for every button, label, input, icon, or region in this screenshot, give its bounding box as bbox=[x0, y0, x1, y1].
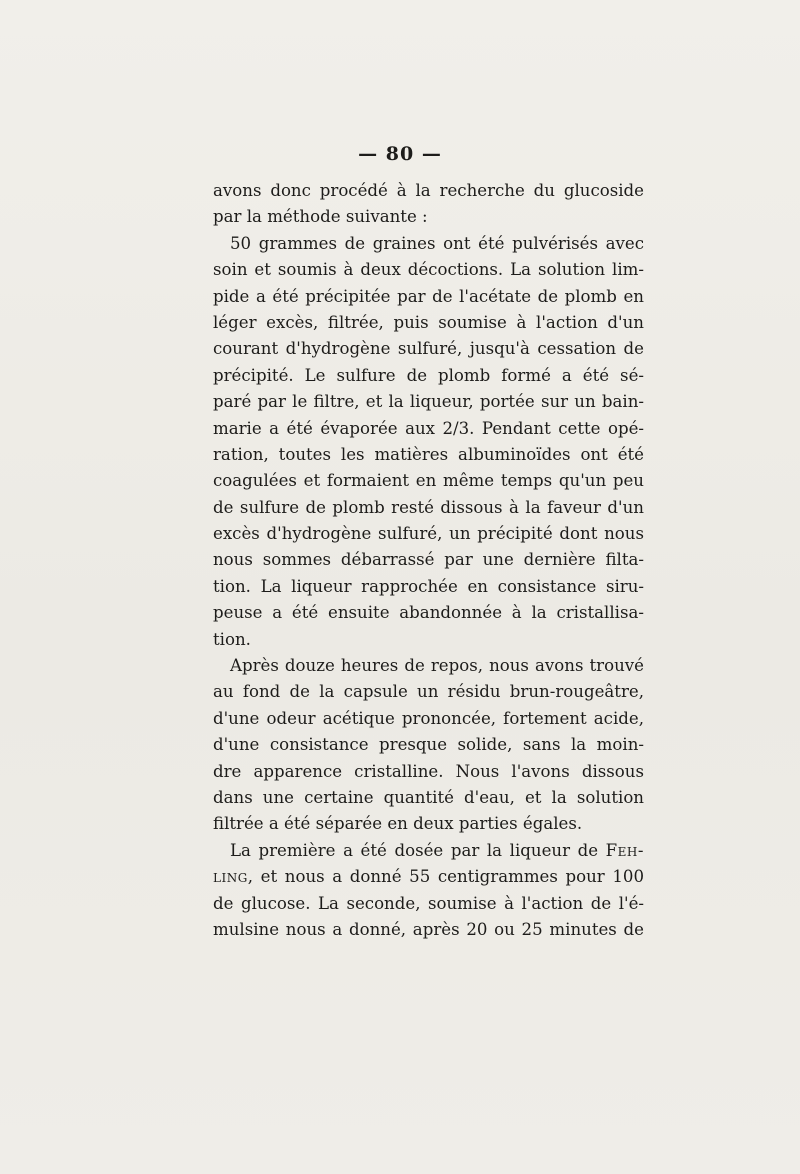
text-line: soin et soumis à deux décoctions. La solution lim- bbox=[213, 260, 644, 280]
text-segment: , et nous a donné 55 centigrammes pour 100 bbox=[247, 867, 644, 887]
body-text bbox=[213, 178, 644, 943]
text-line: léger excès, filtrée, puis soumise à l'action d'un bbox=[213, 312, 644, 332]
text-line: coagulées et formaient en même temps qu'un peu bbox=[213, 471, 644, 491]
text-line: avons donc procédé à la recherche du glucoside bbox=[213, 181, 644, 200]
text-line: de sulfure de plomb resté dissous à la faveur d'un bbox=[213, 497, 644, 517]
text-line: tion. bbox=[213, 629, 251, 649]
text-line: d'une odeur acétique prononcée, fortement acide, bbox=[213, 708, 644, 728]
paragraph-start-line: Après douze heures de repos, nous avons trouvé bbox=[230, 656, 644, 676]
text-line: précipité. Le sulfure de plomb formé a été sé- bbox=[213, 365, 644, 385]
text-line: mulsine nous a donné, après 20 ou 25 minutes de bbox=[213, 919, 644, 939]
name-fehling-part1: Feh- bbox=[605, 840, 644, 860]
text-line: de glucose. La seconde, soumise à l'action de l'é- bbox=[213, 893, 644, 913]
text-line: courant d'hydrogène sulfuré, jusqu'à cessation de bbox=[213, 339, 644, 359]
text-segment: La première a été dosée par la liqueur de bbox=[230, 840, 599, 860]
text-line: par la méthode suivante : bbox=[213, 207, 428, 227]
page-number: — 80 — bbox=[358, 143, 442, 165]
text-line: pide a été précipitée par de l'acétate de plomb en bbox=[213, 286, 644, 306]
name-fehling-part2: ling bbox=[213, 867, 248, 887]
text-line: nous sommes débarrassé par une dernière filta- bbox=[213, 550, 644, 570]
text-line: filtrée a été séparée en deux parties égales. bbox=[213, 814, 583, 834]
text-line bbox=[213, 864, 644, 890]
paragraph-start-line: 50 grammes de graines ont été pulvérisés avec bbox=[230, 233, 644, 253]
text-line: d'une consistance presque solide, sans la moin- bbox=[213, 735, 644, 755]
text-line: marie a été évaporée aux 2/3. Pendant cette opé- bbox=[213, 418, 644, 438]
text-line: peuse a été ensuite abandonnée à la cristallisa- bbox=[213, 603, 644, 623]
text-line: ration, toutes les matières albuminoïdes ont été bbox=[213, 444, 644, 464]
paragraph-start-line bbox=[213, 838, 644, 864]
text-line: excès d'hydrogène sulfuré, un précipité dont nous bbox=[213, 524, 644, 544]
text-line: tion. La liqueur rapprochée en consistance siru- bbox=[213, 576, 644, 596]
text-line: paré par le filtre, et la liqueur, portée sur un bain- bbox=[213, 392, 644, 412]
text-line: au fond de la capsule un résidu brun-rougeâtre, bbox=[213, 682, 644, 702]
text-line: dans une certaine quantité d'eau, et la solution bbox=[213, 787, 644, 807]
text-line: dre apparence cristalline. Nous l'avons dissous bbox=[213, 761, 644, 781]
